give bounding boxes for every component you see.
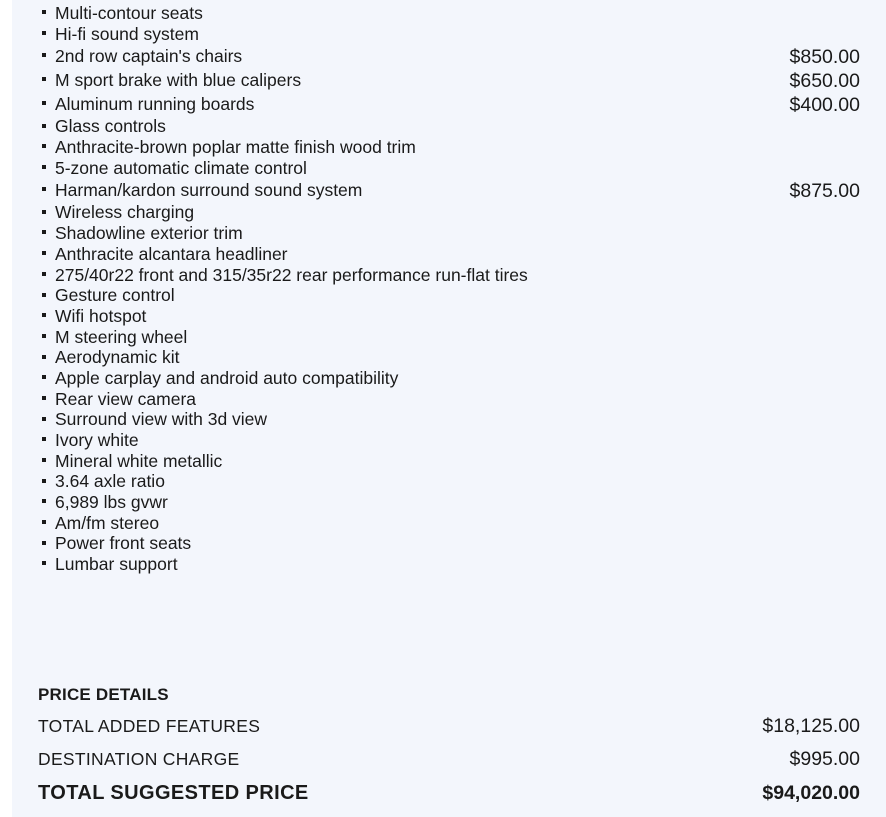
square-bullet-icon xyxy=(42,437,46,441)
square-bullet-icon xyxy=(42,251,46,255)
destination-charge-row xyxy=(38,749,860,775)
square-bullet-icon xyxy=(42,124,46,128)
square-bullet-icon xyxy=(42,541,46,545)
feature-item xyxy=(12,471,886,492)
vehicle-features-panel xyxy=(12,0,886,817)
feature-item xyxy=(12,3,886,24)
total-suggested-price-label: TOTAL SUGGESTED PRICE xyxy=(38,782,309,804)
feature-name: Anthracite alcantara headliner xyxy=(55,243,288,264)
feature-name: Wireless charging xyxy=(55,202,195,223)
square-bullet-icon xyxy=(42,144,46,148)
feature-price: $850.00 xyxy=(789,46,860,69)
feature-item xyxy=(12,265,886,286)
feature-item xyxy=(12,554,886,575)
square-bullet-icon xyxy=(42,479,46,483)
feature-item xyxy=(12,137,886,158)
feature-name: 275/40r22 front and 315/35r22 rear performance run-flat tires xyxy=(55,264,528,285)
feature-name: Am/fm stereo xyxy=(55,512,160,533)
total-suggested-price-value: $94,020.00 xyxy=(762,782,860,804)
feature-item xyxy=(12,202,886,223)
feature-item xyxy=(12,327,886,348)
feature-name: Rear view camera xyxy=(55,388,197,409)
feature-item xyxy=(12,68,886,92)
feature-name: Aerodynamic kit xyxy=(55,347,180,368)
feature-name: Apple carplay and android auto compatibility xyxy=(55,367,399,388)
square-bullet-icon xyxy=(42,520,46,524)
destination-charge-value: $995.00 xyxy=(789,748,860,770)
feature-item xyxy=(12,513,886,534)
square-bullet-icon xyxy=(42,272,46,276)
feature-item xyxy=(12,92,886,116)
feature-item xyxy=(12,116,886,137)
feature-item xyxy=(12,389,886,410)
price-details-heading: PRICE DETAILS xyxy=(38,685,169,704)
feature-item xyxy=(12,285,886,306)
square-bullet-icon xyxy=(42,499,46,503)
total-added-features-label: TOTAL ADDED FEATURES xyxy=(38,716,261,736)
square-bullet-icon xyxy=(42,334,46,338)
square-bullet-icon xyxy=(42,396,46,400)
square-bullet-icon xyxy=(42,561,46,565)
feature-item xyxy=(12,451,886,472)
feature-item xyxy=(12,44,886,68)
feature-name: 3.64 axle ratio xyxy=(55,471,165,492)
square-bullet-icon xyxy=(42,31,46,35)
feature-item xyxy=(12,244,886,265)
square-bullet-icon xyxy=(42,10,46,14)
destination-charge-label: DESTINATION CHARGE xyxy=(38,749,240,769)
feature-item xyxy=(12,347,886,368)
feature-price: $400.00 xyxy=(789,94,860,117)
feature-name: Harman/kardon surround sound system xyxy=(55,180,363,201)
feature-item xyxy=(12,492,886,513)
square-bullet-icon xyxy=(42,417,46,421)
square-bullet-icon xyxy=(42,293,46,297)
feature-item xyxy=(12,223,886,244)
feature-item xyxy=(12,24,886,45)
square-bullet-icon xyxy=(42,375,46,379)
square-bullet-icon xyxy=(42,187,46,191)
feature-name: Aluminum running boards xyxy=(55,94,255,115)
feature-name: M sport brake with blue calipers xyxy=(55,70,302,91)
feature-item xyxy=(12,430,886,451)
feature-price: $650.00 xyxy=(789,70,860,93)
square-bullet-icon xyxy=(42,53,46,57)
feature-name: Shadowline exterior trim xyxy=(55,223,243,244)
feature-name: Hi-fi sound system xyxy=(55,23,199,44)
feature-item xyxy=(12,158,886,179)
feature-name: Lumbar support xyxy=(55,554,178,575)
feature-name: Power front seats xyxy=(55,533,192,554)
square-bullet-icon xyxy=(42,77,46,81)
square-bullet-icon xyxy=(42,458,46,462)
feature-item xyxy=(12,306,886,327)
feature-name: 5-zone automatic climate control xyxy=(55,157,307,178)
feature-name: 2nd row captain's chairs xyxy=(55,46,243,67)
total-added-features-row xyxy=(38,716,860,742)
feature-name: Anthracite-brown poplar matte finish wood trim xyxy=(55,137,416,158)
square-bullet-icon xyxy=(42,230,46,234)
square-bullet-icon xyxy=(42,210,46,214)
feature-item xyxy=(12,409,886,430)
feature-price: $875.00 xyxy=(789,180,860,203)
feature-name: Glass controls xyxy=(55,116,166,137)
feature-item xyxy=(12,533,886,554)
feature-name: M steering wheel xyxy=(55,326,188,347)
total-added-features-value: $18,125.00 xyxy=(762,715,860,737)
feature-list xyxy=(12,3,886,575)
feature-name: 6,989 lbs gvwr xyxy=(55,492,168,513)
feature-item xyxy=(12,368,886,389)
feature-name: Ivory white xyxy=(55,430,139,450)
total-suggested-price-row xyxy=(38,782,860,808)
square-bullet-icon xyxy=(42,355,46,359)
square-bullet-icon xyxy=(42,101,46,105)
feature-name: Multi-contour seats xyxy=(55,3,203,23)
feature-name: Mineral white metallic xyxy=(55,450,223,471)
feature-name: Surround view with 3d view xyxy=(55,409,268,430)
feature-name: Wifi hotspot xyxy=(55,305,147,326)
square-bullet-icon xyxy=(42,165,46,169)
square-bullet-icon xyxy=(42,313,46,317)
feature-item xyxy=(12,178,886,202)
feature-name: Gesture control xyxy=(55,285,175,306)
